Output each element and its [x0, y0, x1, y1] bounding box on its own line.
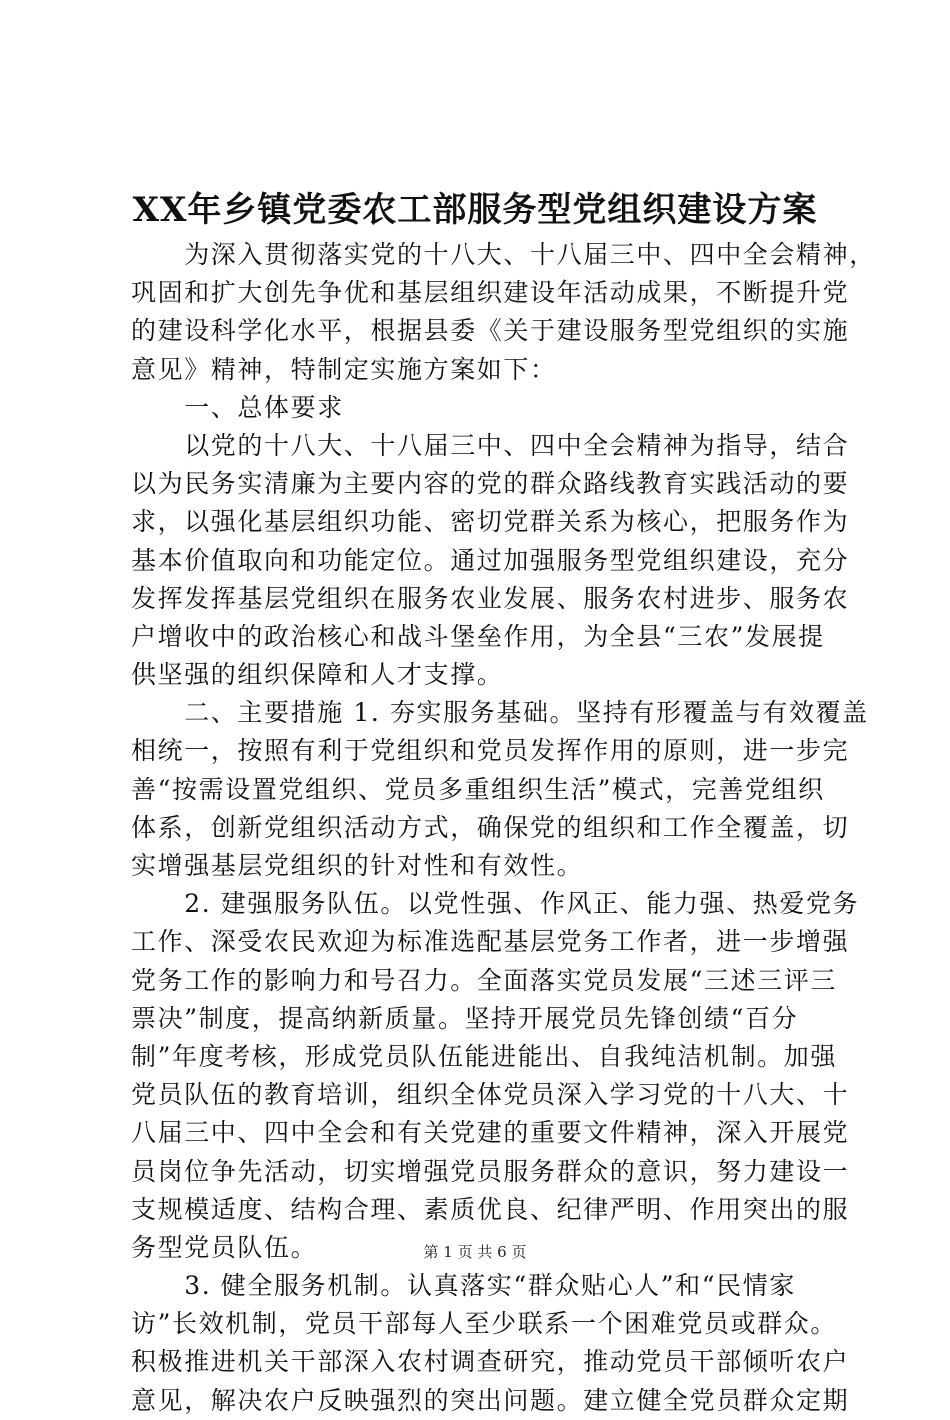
paragraph-line: 2. 建强服务队伍。以党性强、作风正、能力强、热爱党务	[131, 889, 860, 919]
paragraph-line: 为深入贯彻落实党的十八大、十八届三中、四中全会精神，	[131, 240, 876, 269]
paragraph-line: 党务工作的影响力和号召力。全面落实党员发展“三述三评三	[131, 965, 837, 995]
paragraph-line: 体系，创新党组织活动方式，确保党的组织和工作全覆盖，切	[131, 812, 850, 842]
paragraph-line: 相统一，按照有利于党组织和党员发挥作用的原则，进一步完	[131, 736, 850, 766]
paragraph-line: 制”年度考核，形成党员队伍能进能出、自我纯洁机制。加强	[131, 1041, 837, 1071]
paragraph-line: 以为民务实清廉为主要内容的党的群众路线教育实践活动的要	[131, 469, 850, 499]
page-number-footer: 第 1 页 共 6 页	[423, 1243, 527, 1261]
paragraph-line: 票决”制度，提高纳新质量。坚持开展党员先锋创绩“百分	[131, 1003, 799, 1033]
paragraph-line: 工作、深受农民欢迎为标准选配基层党务工作者，进一步增强	[131, 927, 850, 957]
paragraph-line: 巩固和扩大创先争优和基层组织建设年活动成果，不断提升党	[131, 278, 850, 308]
paragraph-line: 积极推进机关干部深入农村调查研究，推动党员干部倾听农户	[131, 1347, 850, 1377]
document-title: XX年乡镇党委农工部服务型党组织建设方案	[132, 190, 818, 230]
paragraph-line: 意见》精神，特制定实施方案如下：	[131, 354, 557, 384]
section-heading-line: 一、总体要求	[131, 392, 344, 422]
paragraph-line: 3. 健全服务机制。认真落实“群众贴心人”和“民情家	[131, 1271, 796, 1301]
paragraph-line: 务型党员队伍。	[131, 1232, 318, 1262]
paragraph-line: 八届三中、四中全会和有关党建的重要文件精神，深入开展党	[131, 1118, 850, 1148]
paragraph-line: 意见，解决农户反映强烈的突出问题。建立健全党员群众定期	[131, 1385, 850, 1415]
paragraph-line: 以党的十八大、十八届三中、四中全会精神为指导，结合	[131, 430, 850, 460]
paragraph-line: 发挥发挥基层党组织在服务农业发展、服务农村进步、服务农	[131, 583, 850, 613]
paragraph-line: 实增强基层党组织的针对性和有效性。	[131, 851, 584, 880]
paragraph-line: 供坚强的组织保障和人才支撑。	[131, 660, 504, 690]
paragraph-line: 户增收中的政治核心和战斗堡垒作用，为全县“三农”发展提	[131, 621, 825, 651]
paragraph-line: 访”长效机制，党员干部每人至少联系一个困难党员或群众。	[131, 1309, 837, 1339]
paragraph-line: 党员队伍的教育培训，组织全体党员深入学习党的十八大、十	[131, 1080, 850, 1110]
paragraph-line: 的建设科学化水平，根据县委《关于建设服务型党组织的实施	[131, 316, 850, 346]
paragraph-line: 二、主要措施 1. 夯实服务基础。坚持有形覆盖与有效覆盖	[131, 698, 869, 728]
paragraph-line: 善“按需设置党组织、党员多重组织生活”模式，完善党组织	[131, 774, 825, 804]
paragraph-line: 基本价值取向和功能定位。通过加强服务型党组织建设，充分	[131, 545, 850, 575]
paragraph-line: 支规模适度、结构合理、素质优良、纪律严明、作用突出的服	[131, 1194, 850, 1224]
paragraph-line: 员岗位争先活动，切实增强党员服务群众的意识，努力建设一	[131, 1156, 850, 1186]
paragraph-line: 求，以强化基层组织功能、密切党群关系为核心，把服务作为	[131, 507, 850, 537]
